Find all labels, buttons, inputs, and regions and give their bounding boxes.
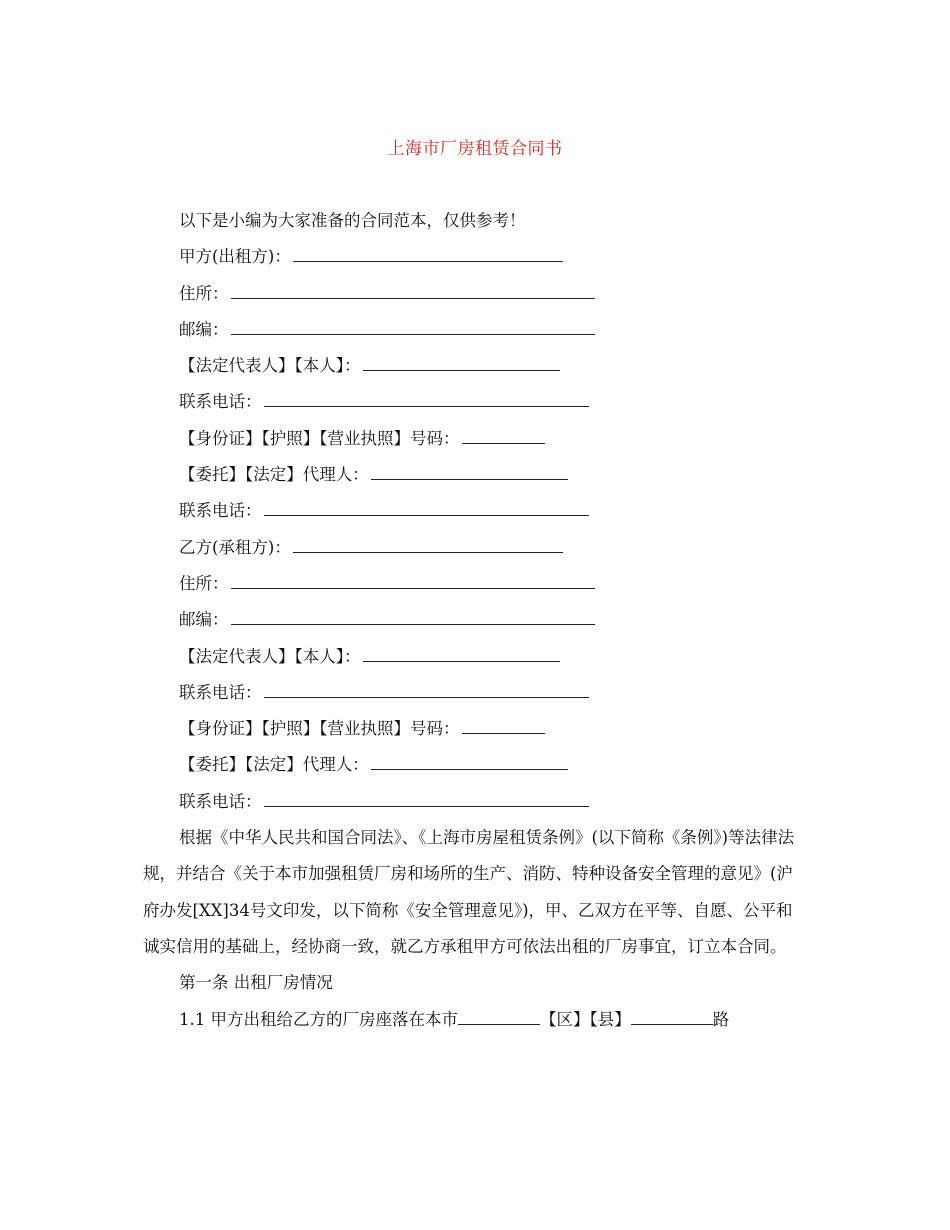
party-a-agent-label: 【委托】【法定】代理人： — [179, 465, 369, 485]
party-b-phone-field — [143, 675, 808, 711]
party-b-phone-label: 联系电话： — [179, 682, 262, 702]
party-b-agent-label: 【委托】【法定】代理人： — [179, 755, 369, 775]
party-b-postcode-blank — [231, 610, 595, 625]
party-a-address-field — [143, 276, 808, 312]
party-a-phone-blank — [264, 392, 589, 407]
party-b-address-label: 住所： — [179, 573, 229, 593]
party-a-name-label: 甲方(出租方)： — [179, 247, 291, 267]
party-b-agent-phone-blank — [264, 792, 589, 807]
party-b-legal-rep-blank — [363, 647, 560, 662]
party-a-agent-blank — [371, 465, 568, 480]
document-title: 上海市厂房租赁合同书 — [387, 139, 563, 159]
party-b-address-field — [143, 566, 808, 602]
party-b-legal-rep-field — [143, 639, 808, 675]
party-b-id-label: 【身份证】【护照】【营业执照】号码： — [179, 719, 460, 739]
article-1-heading: 第一条 出租厂房情况 — [179, 973, 333, 993]
party-b-name-label: 乙方(承租方)： — [179, 537, 291, 557]
party-a-address-blank — [231, 284, 595, 299]
clause-1-1-road-text: 路 — [712, 1009, 730, 1029]
party-a-id-label: 【身份证】【护照】【营业执照】号码： — [179, 428, 460, 448]
party-a-agent-phone-blank — [264, 501, 589, 516]
preamble-paragraph: 根据《中华人民共和国合同法》、《上海市房屋租赁条例》(以下简称《条例》)等法律法规，并结合《关于本市加强租赁厂房和场所的生产、消防、特种设备安全管理的意见》(沪府办发[XX]34号文印发，以下简称《安全管理意见》)，甲、乙双方在平等、自愿、公平和诚实信用的基础上，经协商一致，就乙方承租甲方可依法出租的厂房事宜，订立本合同。 — [143, 828, 795, 956]
party-b-postcode-field — [143, 602, 808, 638]
party-b-agent-phone-field — [143, 784, 808, 820]
clause-1-1-road-blank — [631, 1010, 713, 1025]
party-b-agent-phone-label: 联系电话： — [179, 791, 262, 811]
party-a-phone-field — [143, 384, 808, 420]
party-a-address-label: 住所： — [179, 283, 229, 303]
clause-1-1-text: 1.1 甲方出租给乙方的厂房座落在本市 — [179, 1009, 458, 1029]
intro-line: 以下是小编为大家准备的合同范本，仅供参考！ — [179, 211, 526, 230]
party-b-agent-field — [143, 747, 808, 783]
party-a-id-field — [143, 421, 808, 457]
party-b-name-field — [143, 530, 808, 566]
party-b-name-blank — [293, 538, 563, 553]
party-a-agent-field — [143, 457, 808, 493]
party-a-agent-phone-label: 联系电话： — [179, 501, 262, 521]
party-a-postcode-field — [143, 312, 808, 348]
party-a-agent-phone-field — [143, 493, 808, 529]
party-b-address-blank — [231, 574, 595, 589]
party-a-name-field — [143, 239, 808, 275]
party-a-phone-label: 联系电话： — [179, 392, 262, 412]
party-b-phone-blank — [264, 683, 589, 698]
contract-body — [143, 203, 808, 1038]
clause-1-1-district-text: 【区】【县】 — [540, 1009, 631, 1029]
party-a-legal-rep-blank — [363, 356, 560, 371]
party-b-legal-rep-label: 【法定代表人】【本人】： — [179, 646, 361, 666]
clause-1-1-city-blank — [458, 1010, 540, 1025]
party-b-id-field — [143, 711, 808, 747]
party-a-legal-rep-label: 【法定代表人】【本人】： — [179, 356, 361, 376]
clause-1-1 — [143, 1002, 808, 1038]
party-a-id-blank — [462, 429, 545, 444]
party-b-agent-blank — [371, 755, 568, 770]
party-a-legal-rep-field — [143, 348, 808, 384]
party-b-id-blank — [462, 719, 545, 734]
party-a-postcode-blank — [231, 320, 595, 335]
party-b-postcode-label: 邮编： — [179, 610, 229, 630]
party-a-postcode-label: 邮编： — [179, 319, 229, 339]
party-a-name-blank — [293, 247, 563, 262]
